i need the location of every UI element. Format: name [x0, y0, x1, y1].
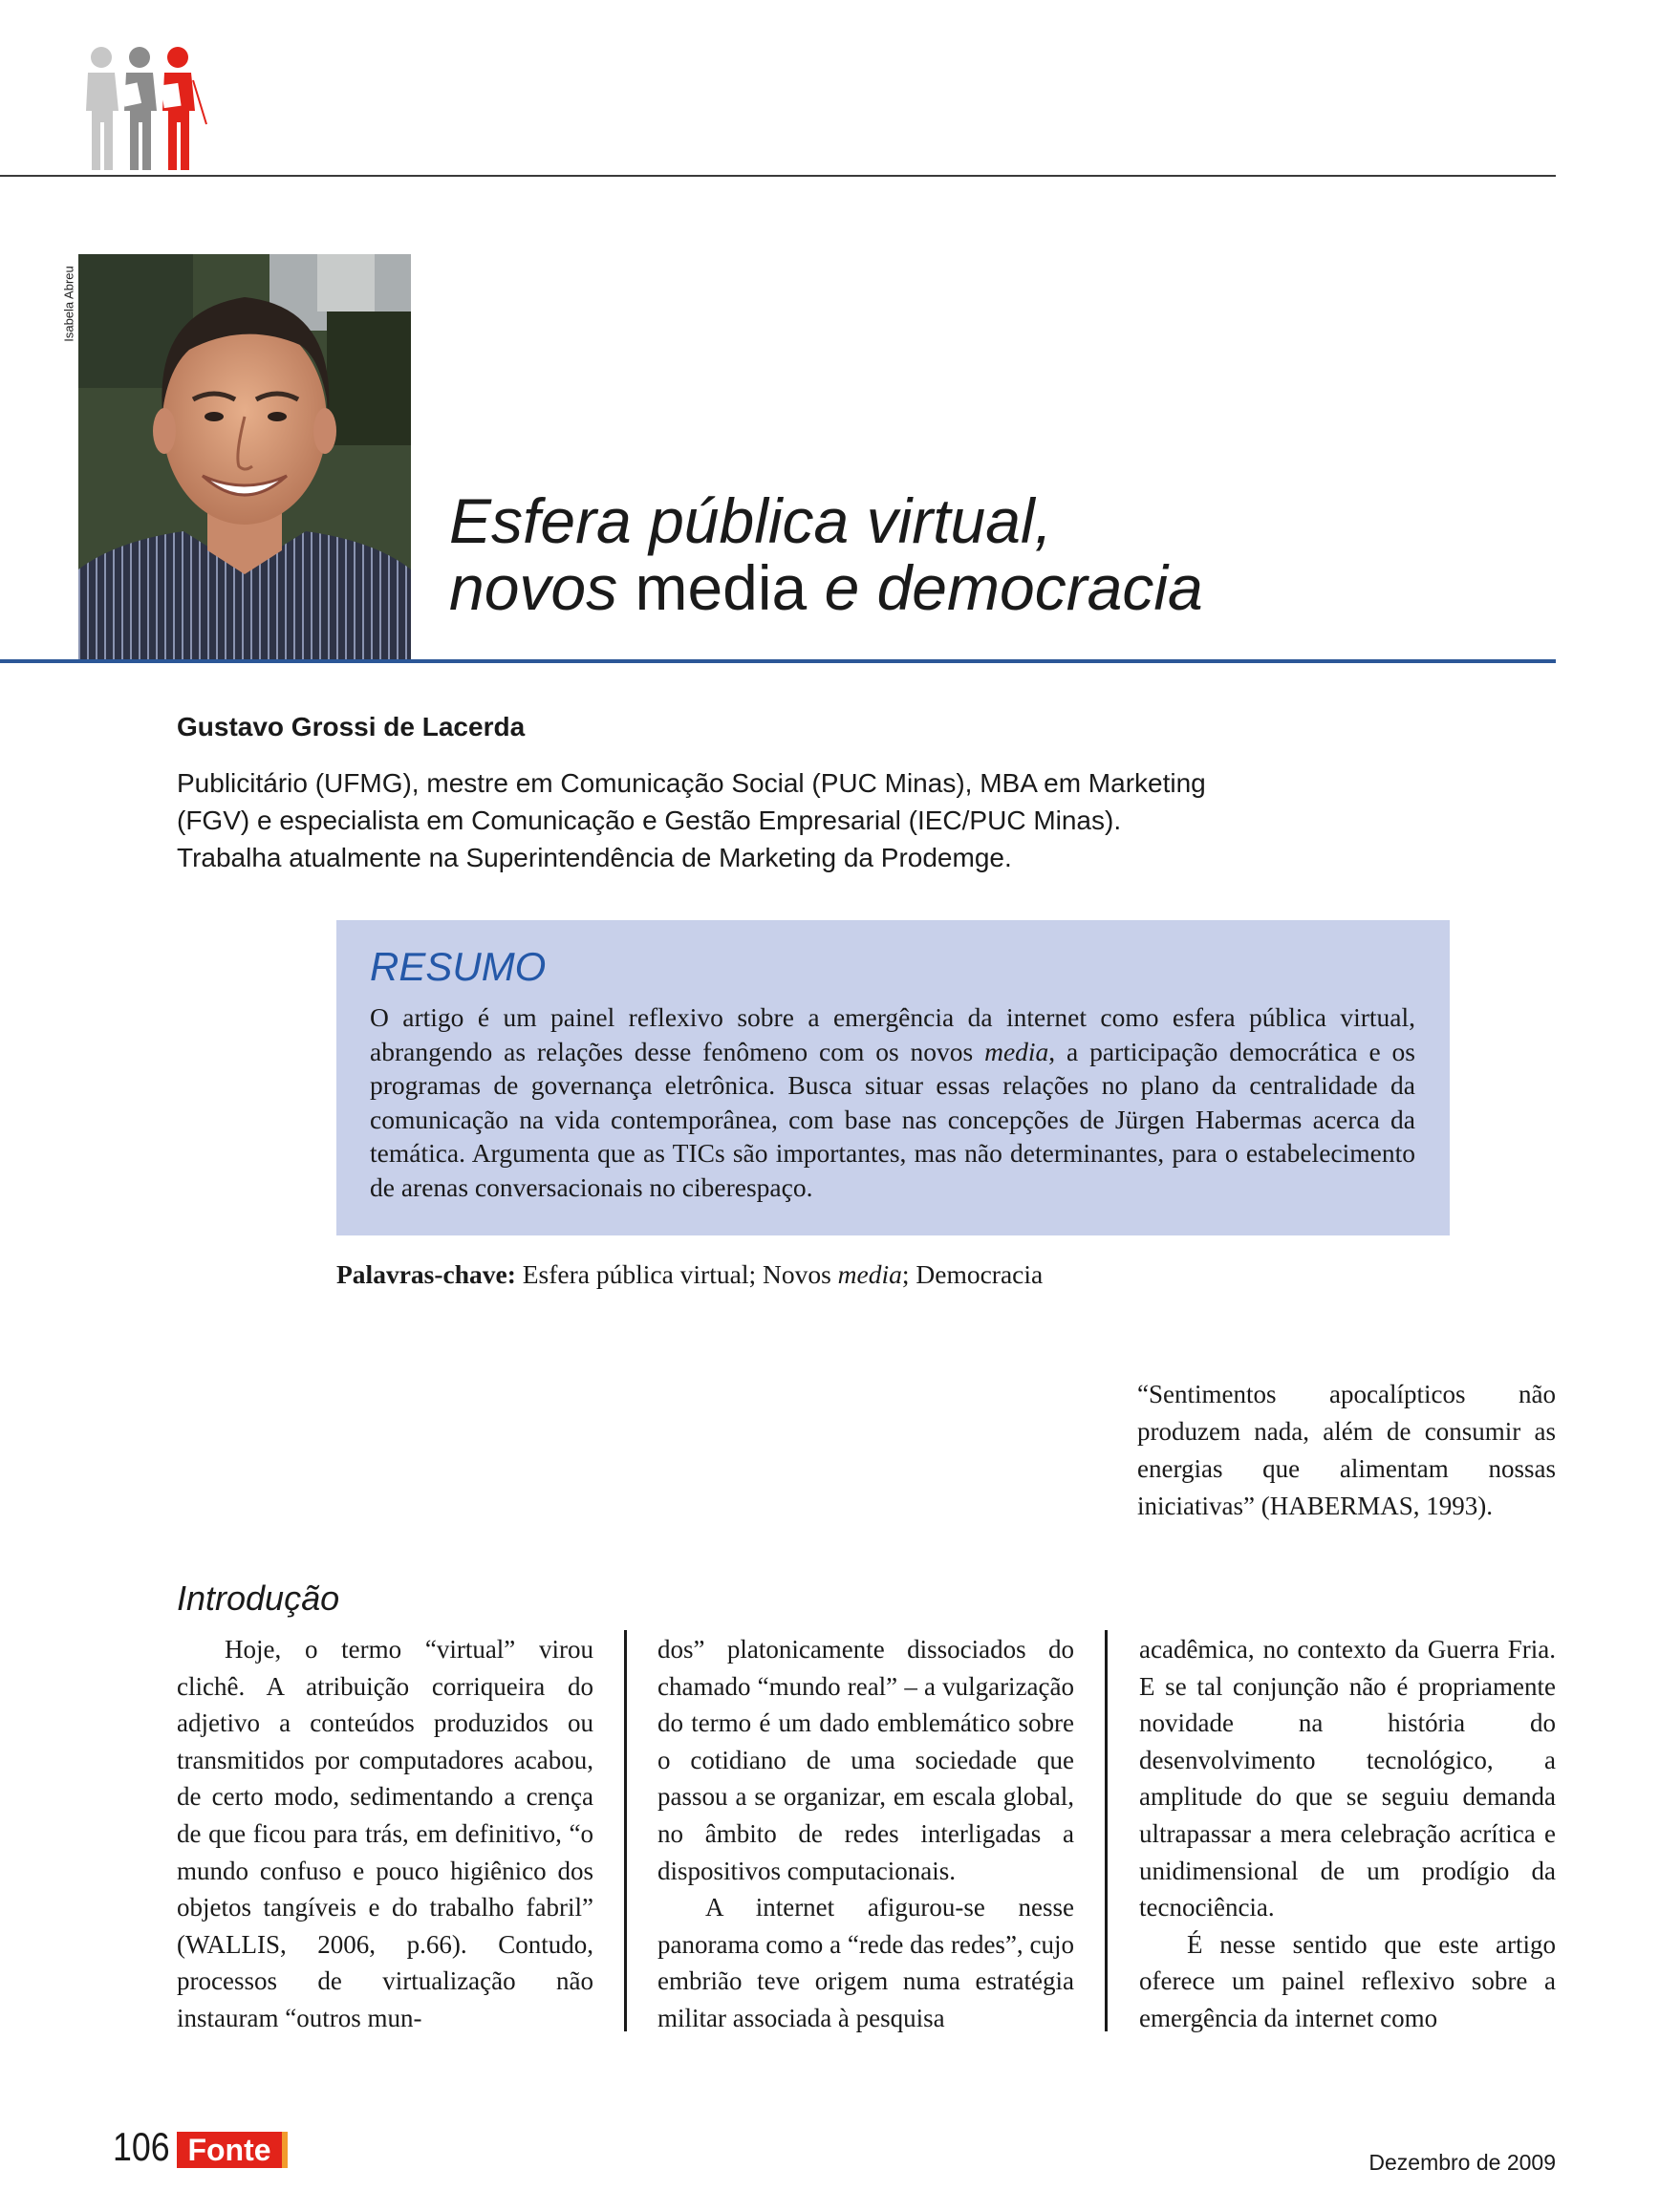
author-portrait: [78, 254, 411, 660]
title-line-2: [449, 554, 1500, 621]
author-name: Gustavo Grossi de Lacerda: [177, 712, 526, 741]
issue-date: Dezembro de 2009: [1368, 2150, 1556, 2175]
title-rule: [0, 659, 1556, 663]
paragraph: acadêmica, no contexto da Guerra Fria. E se tal conjunção não é propriamente novidade na história do desenvolvimento tecnológico, a amplitude do que se seguiu demanda ultrapassar a mera celebração acrítica e unidimensional de um prodígio da tecnociência.: [1139, 1635, 1556, 1922]
paragraph: A internet afigurou-se nesse panorama como a “rede das redes”, cujo embrião teve origem numa estratégia militar associada à pesquisa: [657, 1893, 1074, 2032]
column-divider: [624, 1630, 627, 2031]
abstract-box: [336, 920, 1450, 1235]
section-heading: Introdução: [177, 1578, 340, 1618]
keywords-text: Esfera pública virtual; Novos: [515, 1259, 838, 1289]
title-word-media: media: [617, 552, 825, 623]
body-column-1: [177, 1631, 593, 2037]
body-column-2: [657, 1631, 1074, 2037]
brand-logo: Fonte: [177, 2132, 288, 2168]
header-rule: [0, 175, 1556, 177]
column-divider: [1105, 1630, 1108, 2031]
abstract-text-part: O artigo é um painel reflexivo sobre a emergência da internet como esfera pública virtual, abrangendo as relações desse fenômeno com os novos: [370, 1002, 1415, 1066]
keywords-emphasis: media: [837, 1259, 902, 1289]
abstract-heading: RESUMO: [370, 944, 547, 989]
abstract-text-emphasis: media: [984, 1036, 1049, 1066]
bio-line: Trabalha atualmente na Superintendência de Marketing da Prodemge.: [177, 843, 1012, 872]
body-column-3: [1139, 1631, 1556, 2037]
page-number: 106: [113, 2124, 170, 2169]
title-line-1: Esfera pública virtual,: [449, 485, 1052, 556]
keywords-label: Palavras-chave:: [336, 1259, 516, 1289]
abstract-text: [370, 1000, 1415, 1204]
title-word-democracia: e democracia: [824, 552, 1203, 623]
bio-line: (FGV) e especialista em Comunicação e Gestão Empresarial (IEC/PUC Minas).: [177, 805, 1122, 835]
author-bio: [177, 764, 1324, 876]
abstract-text-part: , a participação democrática e os programas de governança eletrônica. Busca situar essas relações no plano da centralidade da comunicação na vida contemporânea, com base nas concepções de Jürgen Habermas acerca da temática. Argumenta que as TICs são importantes, mas não determinantes, para o estabelecimento de arenas conversacionais no ciberespaço.: [370, 1036, 1415, 1202]
paragraph: Hoje, o termo “virtual” virou clichê. A atribuição corriqueira do adjetivo a conteúdos produzidos ou transmitidos por computadores acabou, de certo modo, sedimentando a crença de que ficou para trás, em definitivo, “o mundo confuso e pouco higiênico dos objetos tangíveis e do trabalho fabril” (WALLIS, 2006, p.66). Contudo, processos de virtualização não instauram “outros mun-: [177, 1635, 593, 2032]
keywords: [336, 1259, 1043, 1290]
keywords-text: ; Democracia: [901, 1259, 1044, 1289]
paragraph: É nesse sentido que este artigo oferece um painel reflexivo sobre a emergência da internet como: [1139, 1929, 1556, 2032]
three-people-icon: [80, 42, 214, 176]
bio-line: Publicitário (UFMG), mestre em Comunicação Social (PUC Minas), MBA em Marketing: [177, 768, 1206, 798]
paragraph: dos” platonicamente dissociados do chamado “mundo real” – a vulgarização do termo é um dado emblemático sobre o cotidiano de uma sociedade que passou a se organizar, em escala global, no âmbito de redes interligadas a dispositivos computacionais.: [657, 1635, 1074, 1885]
title-word-novos: novos: [449, 552, 618, 623]
photo-credit: Isabela Abreu: [61, 266, 76, 342]
epigraph-quote: “Sentimentos apocalípticos não produzem nada, além de consumir as energias que alimentam nossas iniciativas” (HABERMAS, 1993).: [1137, 1380, 1556, 1520]
article-title: [449, 487, 1500, 621]
